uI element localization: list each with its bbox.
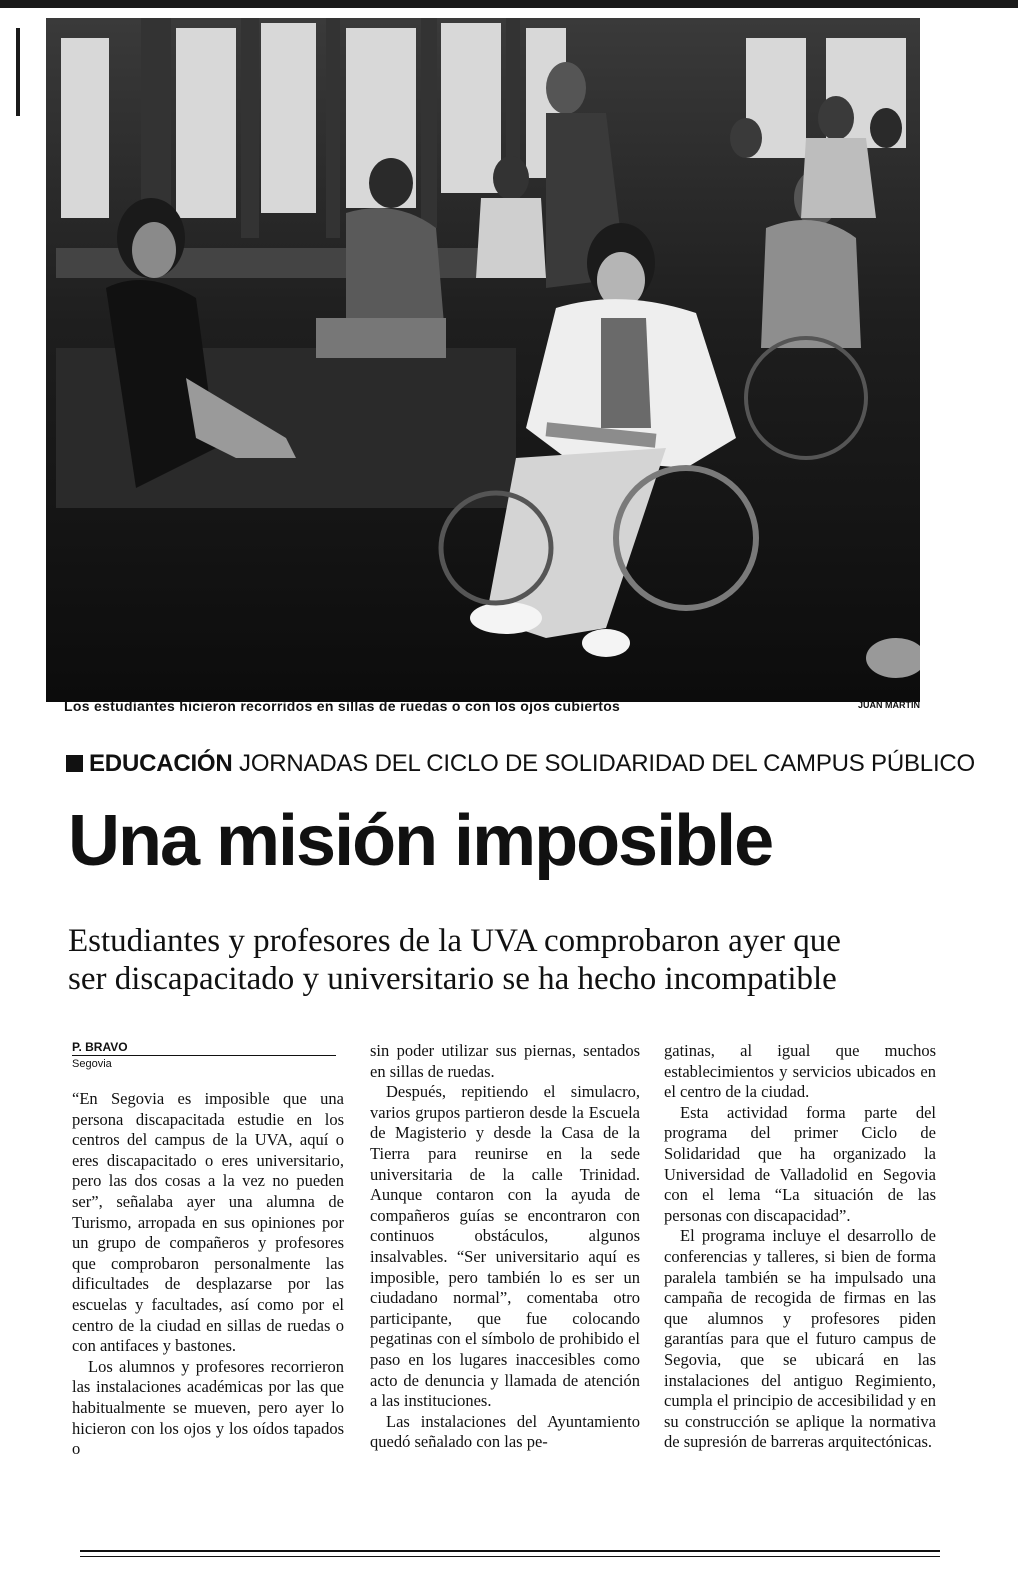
article-paragraph: Las instalaciones del Ayuntamiento quedó señalado con las pe- [370,1411,640,1452]
photo-caption: Los estudiantes hicieron recorridos en sillas de ruedas o con los ojos cubiertos [64,698,621,714]
section-square-icon [66,755,83,772]
article-paragraph: Los alumnos y profesores recorrieron las instalaciones académicas por las que habitualmente se mueven, pero ayer lo hicieron con los ojos y los oídos tapados o [72,1356,344,1459]
article-paragraph: El programa incluye el desarrollo de conferencias y talleres, si bien de forma paralela también se ha impulsado una campaña de recogida de firmas en las que alumnos y profesores piden garantías para que el futuro campus de Segovia, que se ubicará en las instalaciones del antiguo Regimiento, cumpla el principio de accesibilidad y en su construcción se aplique la normativa de supresión de barreras arquitectónicas. [664,1226,936,1452]
top-rule [0,0,1018,8]
article-paragraph: sin poder utilizar sus piernas, sentados en sillas de ruedas. [370,1041,640,1081]
byline-place: Segovia [72,1058,112,1070]
section-header [66,750,976,778]
subheadline-line: Estudiantes y profesores de la UVA comprobaron ayer que [68,923,841,959]
news-photo [46,18,920,702]
section-topic: JORNADAS DEL CICLO DE SOLIDARIDAD DEL CAMPUS PÚBLICO [239,750,976,777]
article-paragraph: “En Segovia es imposible que una persona discapacitada estudie en los centros del campus de la UVA, aquí o eres discapacitado o eres universitario, pero las dos cosas a la vez no pueden ser”, señalaba ayer una alumna de Turismo, arropada en sus opiniones por un grupo de compañeros y profesores que comprobaron personalmente las dificultades de desplazarse por las escuelas y facultades, así como por el centro de la ciudad en sillas de ruedas o con antifaces y bastones. [72,1089,344,1356]
article-paragraph: gatinas, al igual que muchos establecimientos y servicios ubicados en el centro de la ciudad. [664,1041,936,1102]
subheadline [68,922,938,998]
photo-credit: JUAN MARTÍN [858,700,920,710]
article-column-3 [664,1041,936,1453]
article-column-2 [370,1041,640,1453]
byline-author: P. BRAVO [72,1040,336,1056]
margin-rule [16,28,20,116]
headline: Una misión imposible [68,801,773,881]
section-label: EDUCACIÓN [89,750,233,777]
article-column-1 [72,1089,344,1460]
bottom-rule [80,1550,940,1552]
article-paragraph: Después, repitiendo el simulacro, varios grupos partieron desde la Escuela de Magisterio y desde la Casa de la Tierra para reunirse en la sede universitaria de la calle Trinidad. Aunque contaron con la ayuda de compañeros guías se encontraron con continuos obstáculos, algunos insalvables. “Ser universitario aquí es imposible, pero también lo es ser un ciudadano normal”, comentaba otro participante, que fue colocando pegatinas con el símbolo de prohibido el paso en los lugares inaccesibles como acto de denuncia y llamada de atención a las instituciones. [370,1082,640,1411]
subheadline-line: ser discapacitado y universitario se ha hecho incompatible [68,961,837,997]
bottom-rule [80,1556,940,1557]
article-paragraph: Esta actividad forma parte del programa del primer Ciclo de Solidaridad que ha organizado la Universidad de Valladolid en Segovia con el lema “La situación de las personas con discapacidad”. [664,1102,936,1225]
